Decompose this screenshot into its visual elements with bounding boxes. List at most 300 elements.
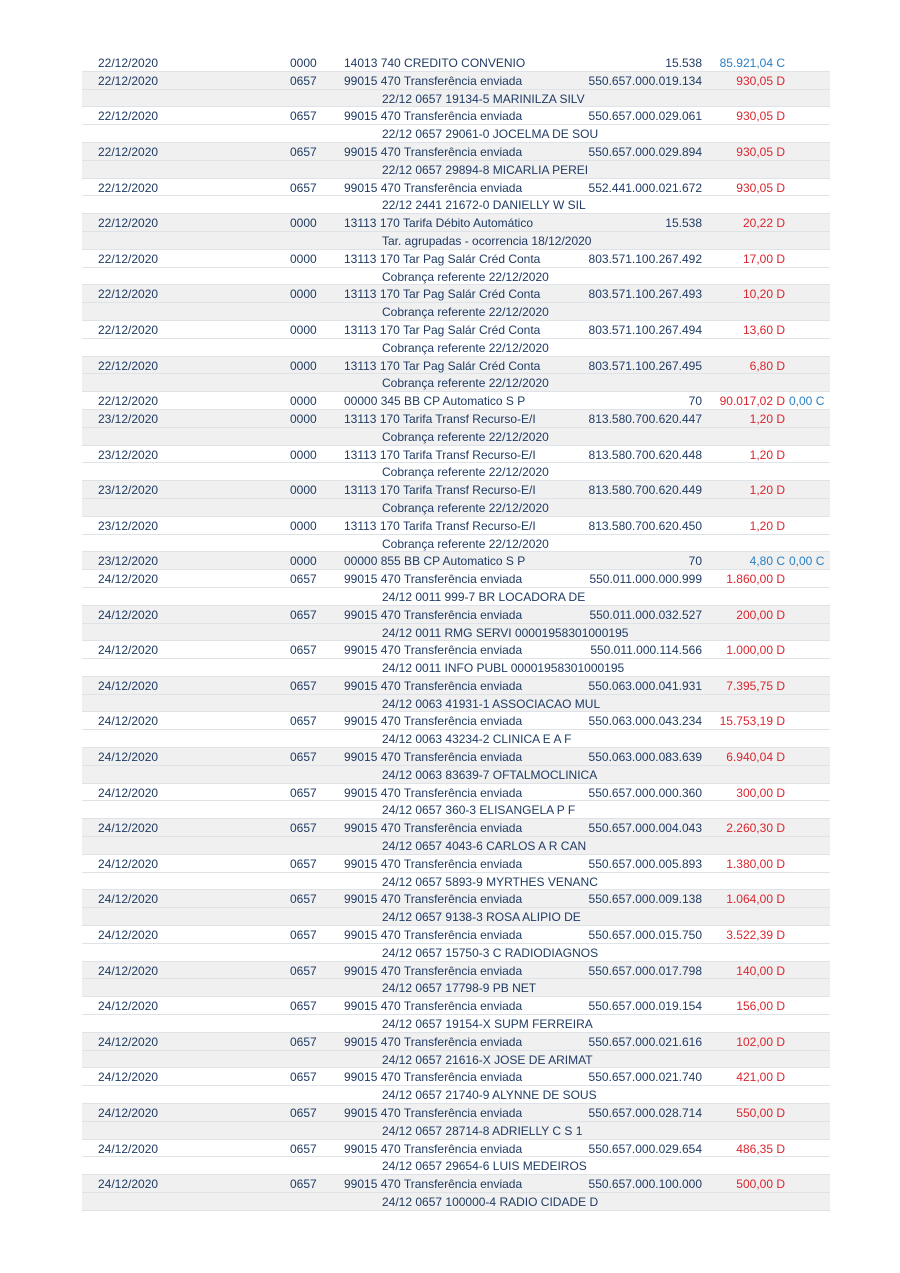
- transaction-main-line: [82, 997, 830, 1015]
- transaction-detail: Cobrança referente 22/12/2020: [382, 376, 549, 391]
- transaction-agency: 0000: [290, 322, 317, 337]
- transaction-history: 99015 470 Transferência enviada: [344, 963, 523, 978]
- transaction-history: 99015 470 Transferência enviada: [344, 785, 523, 800]
- transaction-main-line: [82, 143, 830, 161]
- transaction-value: 3.522,39 D: [726, 928, 785, 943]
- transaction-detail: Cobrança referente 22/12/2020: [382, 536, 549, 551]
- transaction-agency: 0657: [290, 678, 317, 693]
- transaction-detail-line: [82, 499, 830, 517]
- transaction-date: 24/12/2020: [98, 928, 159, 943]
- transaction-value: 1,20 D: [749, 518, 785, 533]
- transaction-document: 803.571.100.267.492: [588, 251, 702, 266]
- transaction-row: [82, 357, 830, 393]
- transaction-history: 99015 470 Transferência enviada: [344, 1034, 523, 1049]
- transaction-value: 156,00 D: [736, 999, 785, 1014]
- transaction-detail: Tar. agrupadas - ocorrencia 18/12/2020: [382, 233, 592, 248]
- transaction-date: 22/12/2020: [98, 251, 159, 266]
- transaction-history: 13113 170 Tarifa Transf Recurso-E/I: [344, 411, 536, 426]
- transaction-date: 23/12/2020: [98, 411, 159, 426]
- transaction-detail: 24/12 0063 83639-7 OFTALMOCLINICA: [382, 767, 598, 782]
- transaction-detail-line: [82, 944, 830, 962]
- transaction-value: 15.753,19 D: [719, 714, 785, 729]
- transaction-document: 550.011.000.114.566: [590, 643, 702, 658]
- transaction-document: 550.657.000.019.134: [588, 73, 702, 88]
- transaction-row: [82, 641, 830, 677]
- transaction-row: [82, 748, 830, 784]
- transaction-row: [82, 1068, 830, 1104]
- transaction-agency: 0000: [290, 216, 317, 231]
- transaction-date: 24/12/2020: [98, 963, 159, 978]
- transaction-document: 813.580.700.620.450: [588, 518, 702, 533]
- transaction-main-line: [82, 926, 830, 944]
- transaction-date: 24/12/2020: [98, 1106, 159, 1121]
- transaction-detail: 22/12 0657 29894-8 MICARLIA PEREI: [382, 162, 589, 177]
- transaction-detail-line: [82, 837, 830, 855]
- transaction-main-line: [82, 285, 830, 303]
- transaction-agency: 0657: [290, 109, 317, 124]
- transaction-date: 24/12/2020: [98, 1034, 159, 1049]
- transaction-agency: 0657: [290, 1106, 317, 1121]
- transaction-detail-line: [82, 196, 830, 214]
- transaction-document: 550.657.000.029.894: [588, 144, 702, 159]
- transaction-main-line: [82, 819, 830, 837]
- transaction-history: 99015 470 Transferência enviada: [344, 750, 523, 765]
- transaction-row: [82, 481, 830, 517]
- transaction-detail-line: [82, 873, 830, 891]
- transaction-value: 17,00 D: [742, 251, 785, 266]
- transaction-detail-line: [82, 232, 830, 250]
- transaction-row: [82, 1175, 830, 1211]
- transaction-row: [82, 285, 830, 321]
- transaction-history: 99015 470 Transferência enviada: [344, 572, 523, 587]
- transaction-date: 24/12/2020: [98, 821, 159, 836]
- transaction-value: 90.017,02 D: [719, 394, 785, 409]
- transaction-value: 930,05 D: [736, 144, 785, 159]
- transaction-history: 13113 170 Tarifa Transf Recurso-E/I: [344, 447, 536, 462]
- transaction-detail-line: [82, 161, 830, 179]
- transaction-history: 13113 170 Tarifa Transf Recurso-E/I: [344, 483, 536, 498]
- transaction-main-line: [82, 552, 830, 570]
- transaction-history: 13113 170 Tarifa Transf Recurso-E/I: [344, 518, 536, 533]
- transaction-agency: 0000: [290, 394, 317, 409]
- transaction-agency: 0657: [290, 750, 317, 765]
- transaction-agency: 0657: [290, 1141, 317, 1156]
- transaction-date: 24/12/2020: [98, 1141, 159, 1156]
- transaction-value: 1.064,00 D: [726, 892, 785, 907]
- transaction-agency: 0657: [290, 180, 317, 195]
- transaction-history: 13113 170 Tar Pag Salár Créd Conta: [344, 322, 541, 337]
- transaction-document: 15.538: [665, 56, 702, 70]
- transaction-value: 500,00 D: [736, 1177, 785, 1192]
- transaction-detail-line: [82, 1157, 830, 1175]
- transaction-date: 22/12/2020: [98, 144, 159, 159]
- transaction-main-line: [82, 54, 830, 72]
- transaction-date: 24/12/2020: [98, 714, 159, 729]
- transaction-value: 2.260,30 D: [726, 821, 785, 836]
- transaction-row: [82, 997, 830, 1033]
- transaction-date: 24/12/2020: [98, 643, 159, 658]
- transaction-main-line: [82, 410, 830, 428]
- transaction-detail: Cobrança referente 22/12/2020: [382, 465, 549, 480]
- transaction-main-line: [82, 962, 830, 980]
- transaction-main-line: [82, 641, 830, 659]
- transaction-document: 550.657.000.015.750: [588, 928, 702, 943]
- transaction-agency: 0000: [290, 447, 317, 462]
- transaction-history: 99015 470 Transferência enviada: [344, 1106, 523, 1121]
- transaction-date: 22/12/2020: [98, 216, 159, 231]
- transaction-detail: 24/12 0657 100000-4 RADIO CIDADE D: [382, 1195, 599, 1209]
- transaction-detail: 22/12 0657 29061-0 JOCELMA DE SOU: [382, 127, 599, 142]
- transaction-detail-line: [82, 730, 830, 748]
- transaction-main-line: [82, 481, 830, 499]
- transaction-row: [82, 890, 830, 926]
- transaction-row: [82, 552, 830, 570]
- transaction-detail: 24/12 0063 41931-1 ASSOCIACAO MUL: [382, 696, 601, 711]
- transaction-agency: 0000: [290, 287, 317, 302]
- transaction-balance: 0,00 C: [789, 554, 825, 569]
- transaction-date: 24/12/2020: [98, 1177, 159, 1192]
- transaction-row: [82, 606, 830, 642]
- transaction-detail: 24/12 0657 28714-8 ADRIELLY C S 1: [382, 1123, 583, 1138]
- transaction-agency: 0657: [290, 999, 317, 1014]
- transaction-main-line: [82, 1140, 830, 1158]
- transaction-date: 23/12/2020: [98, 447, 159, 462]
- transaction-document: 550.657.000.029.654: [588, 1141, 702, 1156]
- transaction-row: [82, 517, 830, 553]
- transaction-history: 99015 470 Transferência enviada: [344, 999, 523, 1014]
- transaction-detail-line: [82, 125, 830, 143]
- transaction-main-line: [82, 357, 830, 375]
- transaction-detail-line: [82, 374, 830, 392]
- transaction-date: 22/12/2020: [98, 109, 159, 124]
- transaction-date: 24/12/2020: [98, 607, 159, 622]
- transaction-detail: Cobrança referente 22/12/2020: [382, 269, 549, 284]
- transaction-value: 1.000,00 D: [726, 643, 785, 658]
- transaction-detail: 24/12 0657 29654-6 LUIS MEDEIROS: [382, 1159, 587, 1174]
- transaction-detail: 24/12 0657 5893-9 MYRTHES VENANC: [382, 874, 598, 889]
- transaction-main-line: [82, 179, 830, 197]
- transaction-document: 550.657.000.028.714: [588, 1106, 702, 1121]
- transaction-detail-line: [82, 588, 830, 606]
- transaction-main-line: [82, 72, 830, 90]
- transaction-document: 550.657.000.009.138: [588, 892, 702, 907]
- transaction-main-line: [82, 107, 830, 125]
- transaction-detail-line: [82, 463, 830, 481]
- transaction-history: 99015 470 Transferência enviada: [344, 1177, 523, 1192]
- transaction-value: 550,00 D: [736, 1106, 785, 1121]
- transaction-row: [82, 1140, 830, 1176]
- transaction-history: 99015 470 Transferência enviada: [344, 109, 523, 124]
- transaction-history: 99015 470 Transferência enviada: [344, 928, 523, 943]
- transaction-agency: 0657: [290, 892, 317, 907]
- transaction-history: 13113 170 Tar Pag Salár Créd Conta: [344, 358, 541, 373]
- transaction-detail-line: [82, 268, 830, 286]
- transaction-value: 486,35 D: [736, 1141, 785, 1156]
- transaction-detail-line: [82, 303, 830, 321]
- transaction-row: [82, 570, 830, 606]
- transaction-detail: Cobrança referente 22/12/2020: [382, 500, 549, 515]
- transaction-main-line: [82, 392, 830, 410]
- transaction-date: 24/12/2020: [98, 999, 159, 1014]
- transaction-history: 99015 470 Transferência enviada: [344, 821, 523, 836]
- transaction-history: 99015 470 Transferência enviada: [344, 144, 523, 159]
- transaction-date: 24/12/2020: [98, 1070, 159, 1085]
- transaction-value: 4,80 C: [749, 554, 785, 569]
- transaction-row: [82, 321, 830, 357]
- transaction-detail-line: [82, 90, 830, 108]
- transaction-detail: 22/12 2441 21672-0 DANIELLY W SIL: [382, 198, 586, 213]
- transaction-document: 550.063.000.083.639: [588, 750, 702, 765]
- transaction-balance: 0,00 C: [789, 394, 825, 409]
- transaction-main-line: [82, 321, 830, 339]
- transaction-agency: 0000: [290, 251, 317, 266]
- transaction-agency: 0000: [290, 518, 317, 533]
- transaction-date: 22/12/2020: [98, 394, 159, 409]
- transaction-history: 99015 470 Transferência enviada: [344, 678, 523, 693]
- transaction-main-line: [82, 446, 830, 464]
- transaction-detail: 24/12 0657 19154-X SUPM FERREIRA: [382, 1017, 593, 1032]
- transaction-value: 930,05 D: [736, 180, 785, 195]
- transaction-detail-line: [82, 908, 830, 926]
- transaction-history: 99015 470 Transferência enviada: [344, 1141, 523, 1156]
- transaction-value: 930,05 D: [736, 73, 785, 88]
- transaction-detail: 24/12 0011 RMG SERVI 00001958301000195: [382, 625, 629, 640]
- transaction-agency: 0657: [290, 73, 317, 88]
- transaction-row: [82, 819, 830, 855]
- transaction-row: [82, 392, 830, 410]
- transaction-document: 550.063.000.043.234: [588, 714, 702, 729]
- transaction-document: 550.657.000.029.061: [588, 109, 702, 124]
- transaction-document: 70: [688, 554, 702, 569]
- transaction-agency: 0657: [290, 1034, 317, 1049]
- transaction-document: 550.657.000.019.154: [588, 999, 702, 1014]
- transaction-detail-line: [82, 1015, 830, 1033]
- transaction-detail-line: [82, 979, 830, 997]
- transaction-row: [82, 250, 830, 286]
- transaction-row: [82, 446, 830, 482]
- transaction-value: 300,00 D: [736, 785, 785, 800]
- transaction-value: 1,20 D: [749, 483, 785, 498]
- transaction-main-line: [82, 1033, 830, 1051]
- transaction-detail: 24/12 0657 360-3 ELISANGELA P F: [382, 803, 576, 818]
- transaction-main-line: [82, 250, 830, 268]
- transaction-detail-line: [82, 1193, 830, 1211]
- transaction-value: 200,00 D: [736, 607, 785, 622]
- transaction-value: 6,80 D: [749, 358, 785, 373]
- transaction-detail: 24/12 0657 21616-X JOSE DE ARIMAT: [382, 1052, 593, 1067]
- transaction-document: 550.657.000.004.043: [588, 821, 702, 836]
- transaction-document: 550.657.000.017.798: [588, 963, 702, 978]
- transaction-agency: 0000: [290, 483, 317, 498]
- transaction-row: [82, 214, 830, 250]
- transaction-history: 13113 170 Tarifa Débito Automático: [344, 216, 534, 231]
- transaction-document: 550.657.000.000.360: [588, 785, 702, 800]
- transaction-main-line: [82, 890, 830, 908]
- transaction-detail-line: [82, 659, 830, 677]
- transaction-history: 99015 470 Transferência enviada: [344, 73, 523, 88]
- transaction-row: [82, 54, 830, 72]
- transaction-date: 23/12/2020: [98, 518, 159, 533]
- transaction-date: 24/12/2020: [98, 678, 159, 693]
- transaction-main-line: [82, 855, 830, 873]
- transaction-document: 813.580.700.620.448: [588, 447, 702, 462]
- transaction-agency: 0657: [290, 856, 317, 871]
- transaction-date: 23/12/2020: [98, 554, 159, 569]
- transaction-row: [82, 107, 830, 143]
- transaction-main-line: [82, 214, 830, 232]
- transaction-history: 99015 470 Transferência enviada: [344, 856, 523, 871]
- transaction-date: 24/12/2020: [98, 572, 159, 587]
- transaction-row: [82, 143, 830, 179]
- transaction-row: [82, 962, 830, 998]
- transaction-agency: 0657: [290, 1070, 317, 1085]
- transaction-value: 6.940,04 D: [726, 750, 785, 765]
- transaction-date: 22/12/2020: [98, 56, 159, 70]
- transaction-row: [82, 179, 830, 215]
- transaction-main-line: [82, 677, 830, 695]
- transaction-main-line: [82, 1175, 830, 1193]
- transaction-detail: Cobrança referente 22/12/2020: [382, 429, 549, 444]
- transaction-value: 13,60 D: [742, 322, 785, 337]
- transaction-history: 99015 470 Transferência enviada: [344, 180, 523, 195]
- transaction-detail: 24/12 0657 15750-3 C RADIODIAGNOS: [382, 945, 599, 960]
- transaction-document: 15.538: [665, 216, 702, 231]
- transaction-document: 550.657.000.021.740: [588, 1070, 702, 1085]
- transaction-detail: Cobrança referente 22/12/2020: [382, 340, 549, 355]
- transaction-agency: 0000: [290, 554, 317, 569]
- transaction-date: 22/12/2020: [98, 322, 159, 337]
- transaction-row: [82, 410, 830, 446]
- transaction-row: [82, 784, 830, 820]
- transaction-history: 99015 470 Transferência enviada: [344, 1070, 523, 1085]
- transaction-history: 13113 170 Tar Pag Salár Créd Conta: [344, 287, 541, 302]
- transaction-main-line: [82, 517, 830, 535]
- transaction-value: 20,22 D: [742, 216, 785, 231]
- transaction-detail-line: [82, 428, 830, 446]
- transaction-history: 13113 170 Tar Pag Salár Créd Conta: [344, 251, 541, 266]
- transaction-document: 813.580.700.620.447: [588, 411, 702, 426]
- transaction-detail-line: [82, 1122, 830, 1140]
- transaction-history: 99015 470 Transferência enviada: [344, 714, 523, 729]
- statement-table: [82, 54, 830, 1211]
- transaction-main-line: [82, 606, 830, 624]
- transaction-date: 24/12/2020: [98, 856, 159, 871]
- transaction-agency: 0000: [290, 411, 317, 426]
- transaction-value: 421,00 D: [736, 1070, 785, 1085]
- transaction-date: 22/12/2020: [98, 180, 159, 195]
- transaction-agency: 0657: [290, 607, 317, 622]
- transaction-main-line: [82, 570, 830, 588]
- transaction-row: [82, 1033, 830, 1069]
- transaction-agency: 0657: [290, 1177, 317, 1192]
- transaction-date: 22/12/2020: [98, 358, 159, 373]
- transaction-agency: 0657: [290, 821, 317, 836]
- transaction-value: 102,00 D: [736, 1034, 785, 1049]
- transaction-value: 1.860,00 D: [726, 572, 785, 587]
- transaction-history: 14013 740 CREDITO CONVENIO: [344, 56, 526, 70]
- transaction-date: 24/12/2020: [98, 750, 159, 765]
- transaction-row: [82, 712, 830, 748]
- transaction-document: 803.571.100.267.495: [588, 358, 702, 373]
- transaction-agency: 0657: [290, 572, 317, 587]
- transaction-main-line: [82, 712, 830, 730]
- transaction-detail-line: [82, 1086, 830, 1104]
- transaction-document: 550.011.000.000.999: [589, 572, 702, 587]
- transaction-date: 24/12/2020: [98, 892, 159, 907]
- transaction-row: [82, 926, 830, 962]
- transaction-document: 550.657.000.005.893: [588, 856, 702, 871]
- transaction-document: 813.580.700.620.449: [588, 483, 702, 498]
- transaction-agency: 0657: [290, 928, 317, 943]
- transaction-document: 550.063.000.041.931: [588, 678, 702, 693]
- transaction-detail-line: [82, 801, 830, 819]
- transaction-detail: 24/12 0063 43234-2 CLINICA E A F: [382, 732, 572, 747]
- transaction-history: 00000 345 BB CP Automatico S P: [344, 394, 526, 409]
- transaction-document: 803.571.100.267.494: [588, 322, 702, 337]
- transaction-detail-line: [82, 535, 830, 553]
- transaction-date: 22/12/2020: [98, 73, 159, 88]
- transaction-detail: 24/12 0657 17798-9 PB NET: [382, 981, 537, 996]
- transaction-value: 7.395,75 D: [726, 678, 785, 693]
- transaction-row: [82, 855, 830, 891]
- transaction-agency: 0657: [290, 144, 317, 159]
- transaction-agency: 0657: [290, 714, 317, 729]
- transaction-detail-line: [82, 695, 830, 713]
- transaction-agency: 0657: [290, 785, 317, 800]
- transaction-main-line: [82, 1104, 830, 1122]
- transaction-detail: 24/12 0657 4043-6 CARLOS A R CAN: [382, 839, 587, 854]
- transaction-main-line: [82, 1068, 830, 1086]
- transaction-document: 803.571.100.267.493: [588, 287, 702, 302]
- transaction-agency: 0000: [290, 358, 317, 373]
- transaction-detail: 24/12 0011 INFO PUBL 00001958301000195: [382, 661, 625, 676]
- transaction-date: 23/12/2020: [98, 483, 159, 498]
- transaction-row: [82, 72, 830, 108]
- transaction-row: [82, 677, 830, 713]
- transaction-detail: 24/12 0011 999-7 BR LOCADORA DE: [382, 589, 586, 604]
- transaction-agency: 0657: [290, 643, 317, 658]
- transaction-row: [82, 1104, 830, 1140]
- transaction-document: 550.657.000.100.000: [588, 1177, 702, 1192]
- transaction-date: 22/12/2020: [98, 287, 159, 302]
- transaction-detail: 22/12 0657 19134-5 MARINILZA SILV: [382, 91, 585, 106]
- transaction-date: 24/12/2020: [98, 785, 159, 800]
- transaction-detail-line: [82, 624, 830, 642]
- transaction-value: 1,20 D: [749, 411, 785, 426]
- transaction-detail-line: [82, 339, 830, 357]
- transaction-history: 99015 470 Transferência enviada: [344, 643, 523, 658]
- transaction-agency: 0000: [290, 56, 317, 70]
- transaction-value: 140,00 D: [736, 963, 785, 978]
- transaction-detail: 24/12 0657 9138-3 ROSA ALIPIO DE: [382, 910, 581, 925]
- transaction-detail-line: [82, 766, 830, 784]
- transaction-value: 1,20 D: [749, 447, 785, 462]
- transaction-detail-line: [82, 1051, 830, 1069]
- transaction-history: 99015 470 Transferência enviada: [344, 607, 523, 622]
- transaction-document: 550.011.000.032.527: [589, 607, 702, 622]
- transaction-agency: 0657: [290, 963, 317, 978]
- transaction-value: 930,05 D: [736, 109, 785, 124]
- transaction-main-line: [82, 784, 830, 802]
- transaction-history: 00000 855 BB CP Automatico S P: [344, 554, 526, 569]
- transaction-history: 99015 470 Transferência enviada: [344, 892, 523, 907]
- transaction-document: 552.441.000.021.672: [588, 180, 702, 195]
- transaction-value: 10,20 D: [742, 287, 785, 302]
- transaction-main-line: [82, 748, 830, 766]
- transaction-document: 550.657.000.021.616: [588, 1034, 702, 1049]
- transaction-value: 85.921,04 C: [719, 56, 785, 70]
- transaction-detail: 24/12 0657 21740-9 ALYNNE DE SOUS: [382, 1088, 597, 1103]
